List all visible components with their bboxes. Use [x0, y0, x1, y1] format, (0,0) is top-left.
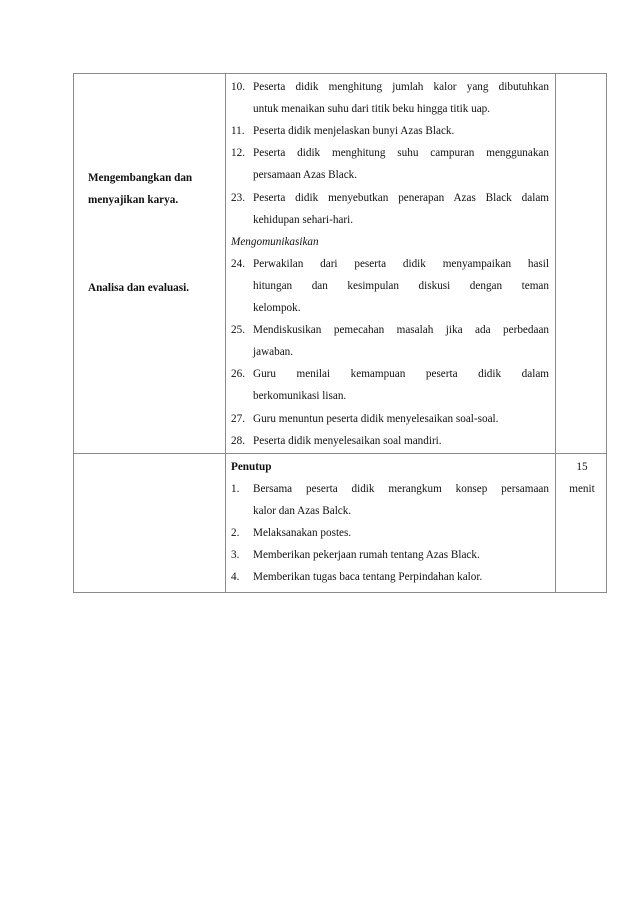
list-item-text: Guru menuntun peserta didik menyelesaikan soal-soal. — [253, 412, 499, 425]
list-item-number: 11. — [231, 125, 245, 138]
list-item-text: Memberikan tugas baca tentang Perpindahan kalor. — [253, 571, 483, 584]
list-item-text: untuk menaikan suhu dari titik beku hingga titik uap. — [253, 103, 491, 116]
list-item-text: Peserta didik menjelaskan bunyi Azas Black. — [253, 125, 455, 138]
list-item-number: 27. — [231, 412, 245, 425]
list-item-number: 3. — [231, 549, 240, 562]
closing-time-cell — [556, 454, 608, 592]
list-item-text: jawaban. — [253, 346, 294, 359]
list-item-number: 1. — [231, 483, 240, 495]
stage-label-develop-1: Mengembangkan dan — [88, 172, 193, 184]
list-item-number: 24. — [231, 257, 245, 270]
list-item-text: Melaksanakan postes. — [253, 527, 352, 540]
list-item-text: Mendiskusikan pemecahan masalah jika ada perbedaan — [253, 324, 549, 337]
closing-row — [74, 454, 606, 592]
list-item-text: Memberikan pekerjaan rumah tentang Azas Black. — [253, 549, 480, 562]
activity-list-cell — [226, 74, 555, 453]
list-item-text: kalor dan Azas Balck. — [253, 505, 352, 518]
list-item-text: Guru menilai kemampuan peserta didik dalam — [253, 368, 549, 381]
list-item-text: Peserta didik menghitung jumlah kalor yang dibutuhkan — [253, 81, 549, 93]
list-item-text: kehidupan sehari-hari. — [253, 213, 354, 226]
list-item-text: Perwakilan dari peserta didik menyampaikan hasil — [253, 257, 549, 270]
list-item-text: kelompok. — [253, 302, 301, 314]
stage-label-cell — [74, 74, 225, 453]
core-activity-row — [74, 74, 606, 454]
list-item-text: hitungan dan kesimpulan diskusi dengan teman — [253, 279, 549, 292]
list-item-number: 28. — [231, 434, 245, 447]
list-item-text: Peserta didik menghitung suhu campuran menggunakan — [253, 147, 549, 160]
list-item-text: berkomunikasi lisan. — [253, 390, 347, 403]
time-cell — [556, 74, 608, 453]
section-heading: Mengomunikasikan — [231, 235, 319, 248]
list-item-text: Peserta didik menyebutkan penerapan Azas Black dalam — [253, 191, 549, 204]
list-item-number: 12. — [231, 147, 245, 160]
list-item-number: 10. — [231, 81, 245, 93]
list-item-number: 2. — [231, 527, 240, 540]
list-item-text: Bersama peserta didik merangkum konsep persamaan — [253, 483, 549, 495]
stage-label-cell — [74, 454, 225, 592]
lesson-plan-table — [73, 73, 607, 593]
closing-title: Penutup — [231, 461, 272, 473]
stage-label-develop-2: menyajikan karya. — [88, 194, 179, 206]
time-unit: menit — [569, 483, 595, 495]
list-item-number: 25. — [231, 324, 245, 337]
list-item-text: persamaan Azas Black. — [253, 169, 358, 182]
list-item-number: 26. — [231, 368, 245, 381]
closing-list-cell — [226, 454, 555, 592]
list-item-number: 4. — [231, 571, 240, 584]
list-item-text: Peserta didik menyelesaikan soal mandiri. — [253, 434, 442, 447]
time-value: 15 — [576, 461, 588, 473]
list-item-number: 23. — [231, 191, 245, 204]
stage-label-analysis: Analisa dan evaluasi. — [88, 282, 190, 294]
